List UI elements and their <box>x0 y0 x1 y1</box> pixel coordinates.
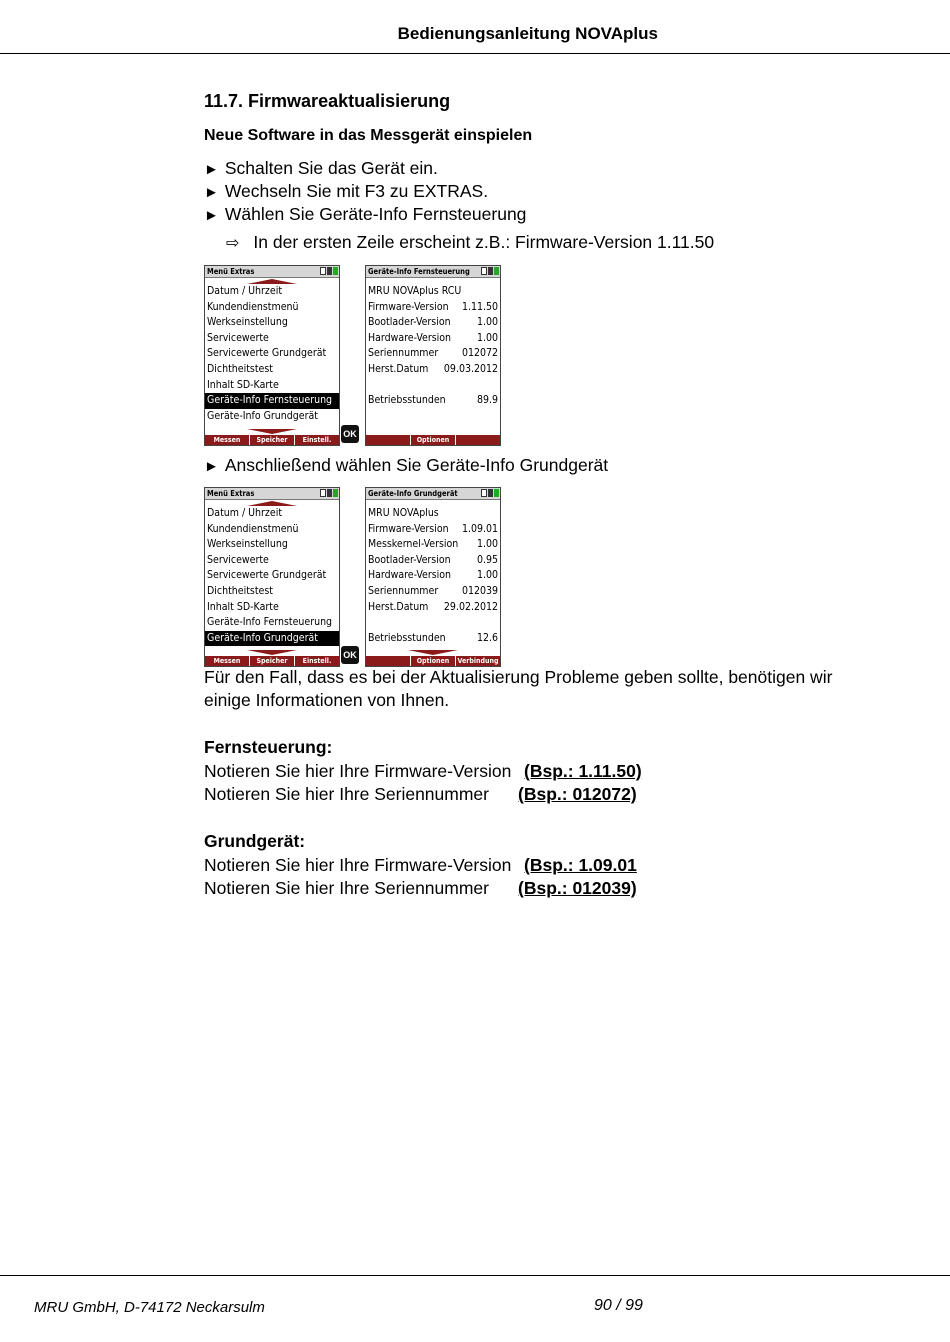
info-row <box>366 522 500 538</box>
menu-item[interactable]: Werkseinstellung <box>207 538 288 551</box>
softkey-bar <box>366 656 500 666</box>
softkey-messen[interactable]: Messen <box>213 657 241 665</box>
bullet-arrow-icon: ► <box>204 458 219 475</box>
menu-item[interactable]: Datum / Uhrzeit <box>207 507 283 519</box>
menu-item[interactable]: Inhalt SD-Karte <box>207 378 279 391</box>
softkey-speicher[interactable]: Speicher <box>249 656 294 666</box>
step-1 <box>204 158 438 179</box>
info-value: 1.00 <box>476 569 498 582</box>
softkey-optionen[interactable]: Optionen <box>410 656 455 666</box>
menu-item[interactable]: Dichtheitstest <box>207 362 273 375</box>
menu-item[interactable]: Geräte-Info Fernsteuerung <box>207 616 333 629</box>
info-value: 0.95 <box>476 553 498 566</box>
info-list <box>366 284 500 409</box>
info-row <box>366 284 500 300</box>
info-value: 12.6 <box>476 631 498 644</box>
softkey-speicher[interactable]: Speicher <box>249 435 294 445</box>
grundgeraet-firmware-example: (Bsp.: 1.09.01 <box>524 855 637 875</box>
result-arrow-icon: ⇨ <box>226 235 240 252</box>
scroll-down-arrow-icon <box>247 429 297 434</box>
battery-icon <box>481 267 487 275</box>
signal-icon <box>327 489 332 497</box>
info-value: 1.00 <box>476 316 498 329</box>
grundgeraet-heading: Grundgerät: <box>204 831 306 851</box>
result-line <box>226 232 714 253</box>
status-icons <box>320 489 338 498</box>
scroll-up-arrow-icon <box>247 501 297 506</box>
battery-icon <box>320 489 326 497</box>
menu-item[interactable]: Servicewerte Grundgerät <box>207 569 327 582</box>
info-value: 1.11.50 <box>461 300 498 313</box>
menu-item[interactable]: Geräte-Info Grundgerät <box>205 631 339 647</box>
device-screen-menu-extras-2 <box>204 487 340 667</box>
info-row <box>366 315 500 331</box>
grundgeraet-serial-label: Notieren Sie hier Ihre Seriennummer <box>204 878 489 898</box>
menu-list <box>205 506 339 646</box>
softkey-messen[interactable]: Messen <box>213 436 241 444</box>
info-label: Herst.Datum <box>368 362 429 375</box>
softkey-einstell[interactable]: Einstell. <box>294 435 339 445</box>
info-row <box>366 346 500 362</box>
info-row <box>366 568 500 584</box>
power-icon <box>494 267 499 275</box>
step-4 <box>204 455 608 476</box>
power-icon <box>494 489 499 497</box>
battery-icon <box>481 489 487 497</box>
info-row <box>366 393 500 409</box>
battery-icon <box>320 267 326 275</box>
menu-item[interactable]: Kundendienstmenü <box>207 522 299 535</box>
info-label: Herst.Datum <box>368 600 429 613</box>
bullet-arrow-icon: ► <box>204 184 219 201</box>
softkey-empty <box>455 435 500 445</box>
menu-item[interactable]: Geräte-Info Grundgerät <box>207 409 318 422</box>
menu-list <box>205 284 339 424</box>
info-label: Seriennummer <box>368 584 439 597</box>
info-list <box>366 506 500 646</box>
footer-divider <box>0 1275 950 1276</box>
screen-title: Menü Extras <box>207 267 255 276</box>
footer-company: MRU GmbH, D-74172 Neckarsulm <box>34 1299 265 1316</box>
screen-titlebar <box>205 266 339 278</box>
menu-item[interactable]: Servicewerte <box>207 553 269 566</box>
step-3 <box>204 204 526 225</box>
footer-page-number: 90 / 99 <box>594 1297 643 1314</box>
info-label: Betriebsstunden <box>368 631 446 644</box>
info-row <box>366 362 500 378</box>
page-header-title: Bedienungsanleitung NOVAplus <box>397 24 658 43</box>
status-icons <box>320 267 338 276</box>
info-row <box>366 378 500 394</box>
menu-item[interactable]: Geräte-Info Fernsteuerung <box>205 393 339 409</box>
section-subtitle: Neue Software in das Messgerät einspielen <box>204 127 533 144</box>
screen-title: Menü Extras <box>207 489 255 498</box>
menu-item[interactable]: Kundendienstmenü <box>207 300 299 313</box>
device-screen-info-fernsteuerung <box>365 265 501 446</box>
softkey-bar <box>205 656 339 666</box>
info-row <box>366 615 500 631</box>
info-value: 09.03.2012 <box>443 362 498 375</box>
screen-titlebar <box>205 488 339 500</box>
info-label: Hardware-Version <box>368 331 452 344</box>
menu-item[interactable]: Werkseinstellung <box>207 316 288 329</box>
info-value: 1.00 <box>476 538 498 551</box>
section-title: 11.7. Firmwareaktualisierung <box>204 91 451 111</box>
softkey-bar <box>205 435 339 445</box>
signal-icon <box>488 489 493 497</box>
softkey-optionen[interactable]: Optionen <box>410 435 455 445</box>
info-label: Seriennummer <box>368 347 439 360</box>
info-row <box>366 506 500 522</box>
softkey-empty <box>366 656 410 666</box>
info-label: Firmware-Version <box>368 300 449 313</box>
info-row <box>366 300 500 316</box>
step-2 <box>204 181 488 202</box>
fernsteuerung-serial-example: (Bsp.: 012072) <box>518 784 637 804</box>
softkey-verbindung[interactable]: Verbindung <box>455 656 500 666</box>
softkey-einstell[interactable]: Einstell. <box>294 656 339 666</box>
power-icon <box>333 267 338 275</box>
menu-item[interactable]: Servicewerte <box>207 331 269 344</box>
info-label: Bootlader-Version <box>368 316 451 329</box>
info-label: MRU NOVAplus <box>368 507 439 519</box>
info-row <box>366 600 500 616</box>
device-screen-info-grundgeraet <box>365 487 501 667</box>
grundgeraet-serial-example: (Bsp.: 012039) <box>518 878 637 898</box>
step-text: Wechseln Sie mit F3 zu EXTRAS. <box>224 181 489 201</box>
info-row <box>366 584 500 600</box>
menu-item[interactable]: Dichtheitstest <box>207 584 273 597</box>
info-value: 1.09.01 <box>461 522 498 535</box>
info-value: 29.02.2012 <box>443 600 498 613</box>
screen-title: Geräte-Info Fernsteuerung <box>368 267 470 276</box>
info-value: 012072 <box>461 347 498 360</box>
info-value: 012039 <box>461 584 498 597</box>
step-text: Schalten Sie das Gerät ein. <box>224 158 438 178</box>
ok-key-icon: OK <box>341 646 359 664</box>
scroll-down-arrow-icon <box>247 650 297 655</box>
scroll-up-indicator <box>205 500 339 506</box>
result-text: In der ersten Zeile erscheint z.B.: Firmware-Version 1.11.50 <box>253 232 715 252</box>
screen-titlebar <box>366 266 500 278</box>
scroll-up-arrow-icon <box>247 279 297 284</box>
step-text: Wählen Sie Geräte-Info Fernsteuerung <box>224 204 527 224</box>
menu-item[interactable]: Datum / Uhrzeit <box>207 285 283 297</box>
info-value: 89.9 <box>476 394 498 407</box>
fernsteuerung-firmware-label: Notieren Sie hier Ihre Firmware-Version <box>204 761 512 781</box>
fernsteuerung-heading: Fernsteuerung: <box>204 737 333 757</box>
header-divider <box>0 53 950 54</box>
softkey-empty <box>366 435 410 445</box>
info-value: 1.00 <box>476 331 498 344</box>
info-label: Bootlader-Version <box>368 553 451 566</box>
signal-icon <box>327 267 332 275</box>
grundgeraet-firmware-label: Notieren Sie hier Ihre Firmware-Version <box>204 855 512 875</box>
info-row <box>366 537 500 553</box>
signal-icon <box>488 267 493 275</box>
menu-item[interactable]: Inhalt SD-Karte <box>207 600 279 613</box>
power-icon <box>333 489 338 497</box>
menu-item[interactable]: Servicewerte Grundgerät <box>207 347 327 360</box>
screen-title: Geräte-Info Grundgerät <box>368 489 458 498</box>
ok-key-icon: OK <box>341 425 359 443</box>
info-row <box>366 331 500 347</box>
info-paragraph: Für den Fall, dass es bei der Aktualisierung Probleme geben sollte, benötigen wir einige Informationen von Ihnen. <box>204 667 833 710</box>
step-text: Anschließend wählen Sie Geräte-Info Grundgerät <box>224 455 609 475</box>
info-label: Messkernel-Version <box>368 538 459 551</box>
device-screen-menu-extras <box>204 265 340 446</box>
bullet-arrow-icon: ► <box>204 207 219 224</box>
softkey-bar <box>366 435 500 445</box>
fernsteuerung-serial-label: Notieren Sie hier Ihre Seriennummer <box>204 784 489 804</box>
info-label: MRU NOVAplus RCU <box>368 285 462 297</box>
screen-titlebar <box>366 488 500 500</box>
status-icons <box>481 489 499 498</box>
info-row <box>366 631 500 647</box>
info-label: Firmware-Version <box>368 522 449 535</box>
fernsteuerung-firmware-example: (Bsp.: 1.11.50) <box>524 761 642 781</box>
scroll-down-arrow-icon <box>408 650 458 655</box>
status-icons <box>481 267 499 276</box>
info-row <box>366 553 500 569</box>
info-label: Betriebsstunden <box>368 394 446 407</box>
scroll-up-indicator <box>205 278 339 284</box>
bullet-arrow-icon: ► <box>204 161 219 178</box>
info-label: Hardware-Version <box>368 569 452 582</box>
